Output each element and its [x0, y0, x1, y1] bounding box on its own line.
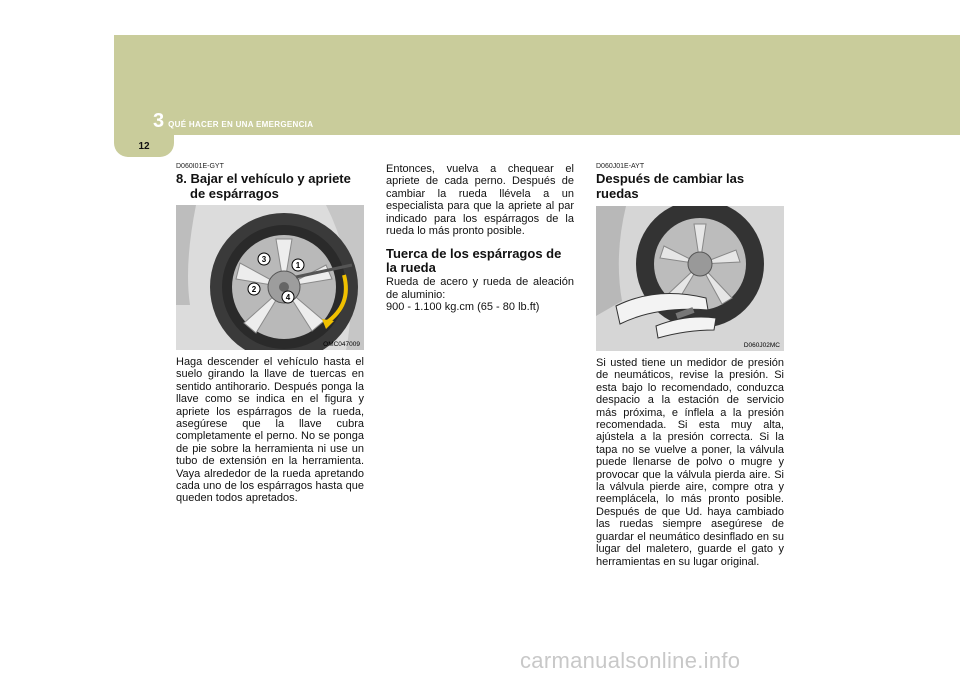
section-heading: Después de cambiar las ruedas [596, 171, 745, 201]
figure-label: OMC047009 [323, 341, 360, 348]
subsection-heading: Tuerca de los espárragos de la rueda [386, 246, 562, 276]
tire-pressure-figure [596, 206, 784, 351]
body-text-1: Entonces, vuelva a chequear el apriete de cada perno. Después de cambiar la rueda llévela a un especialista para que la apriete al par indicado para los espárragos de la rueda lo más pronto posible. [386, 163, 574, 238]
lug-number-4: 4 [285, 293, 291, 302]
chapter-heading [153, 110, 313, 133]
section-heading: 8. Bajar el vehículo y apriete de espárragos [176, 171, 351, 201]
section-code: D060I01E-GYT [176, 163, 224, 170]
wheel-figure [176, 205, 364, 350]
body-text: Haga descender el vehículo hasta el suelo girando la llave de tuercas en sentido antihorario. Después ponga la llave como se indica en el figura y apriete los espárragos de la rueda, asegúrese que la llave cubra completamente el perno. No se ponga de pie sobre la herramienta ni use un tubo de extensión en la herramienta. Vaya alrededor de la rueda apretando cada uno de los espárragos hasta que queden todos apretados. [176, 356, 364, 505]
wheel-illustration [176, 205, 364, 350]
body-text-2: Rueda de acero y rueda de aleación de aluminio: [386, 276, 574, 301]
page-number-tab [114, 135, 174, 157]
lug-number-1: 1 [295, 261, 301, 270]
section-code: D060J01E-AYT [596, 163, 645, 170]
page-number: 12 [138, 140, 150, 152]
body-text: Si usted tiene un medidor de presión de neumáticos, revise la presión. Si esta bajo lo recomendado, conduzca despacio a la estación de servicio más próxima, e ínflela a la presión recomendada. Si esta muy alta, ajústela a la presión correcta. Si la tapa no se vuelve a poner, la válvula puede llenarse de polvo o mugre y provocar que la válvula pierda aire. Si la válvula pierde aire, compre otra y reemplácela, lo más pronto posible. Después de que Ud. haya cambiado las ruedas siempre asegúrese de guardar el neumático desinflado en su lugar del maletero, guarde el gato y herramientas en su lugar original. [596, 357, 784, 568]
tire-pressure-illustration [596, 206, 784, 351]
figure-label: D060J02MC [743, 342, 780, 349]
column-3 [596, 163, 784, 568]
torque-value: 900 - 1.100 kg.cm (65 - 80 lb.ft) [386, 301, 540, 314]
column-1 [176, 163, 364, 505]
watermark: carmanualsonline.info [520, 648, 741, 673]
lug-number-2: 2 [251, 285, 257, 294]
chapter-title: QUÉ HACER EN UNA EMERGENCIA [168, 120, 314, 129]
lug-number-3: 3 [261, 255, 267, 264]
column-2 [386, 163, 574, 314]
chapter-number: 3 [153, 110, 165, 132]
